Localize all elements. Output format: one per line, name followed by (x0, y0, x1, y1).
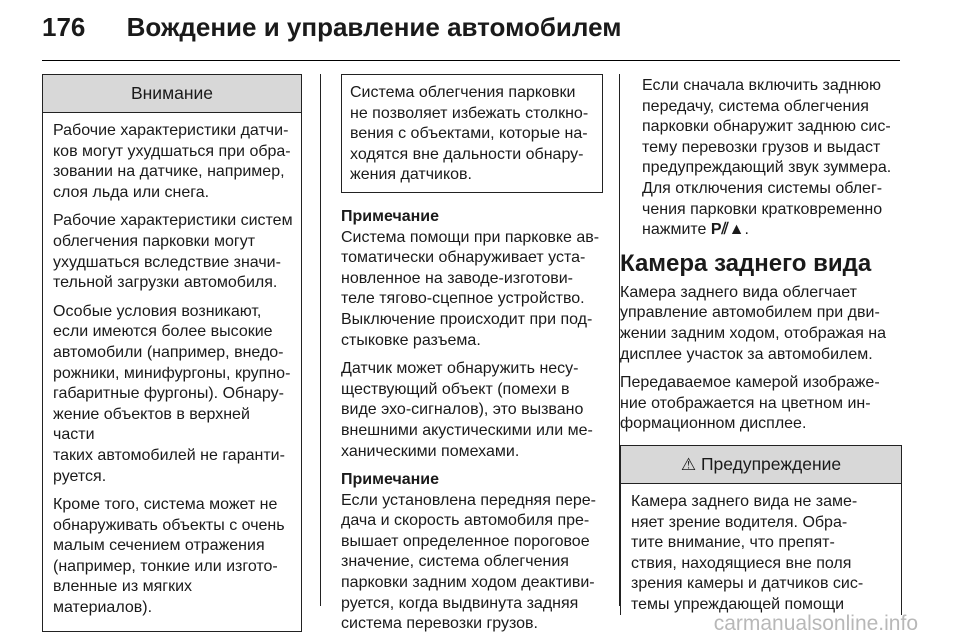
text-line: Система помощи при парковке ав- (341, 228, 600, 246)
text-line: стыковке разъема. (341, 331, 481, 349)
caution-paragraph (53, 302, 293, 487)
text-line: ходятся вне дальности обнару- (350, 145, 584, 163)
caution-box (42, 74, 302, 632)
info-box (341, 74, 603, 193)
text-line: (например, тонкие или изгото- (53, 557, 278, 575)
text-line: рожники, минифургоны, крупно- (53, 364, 291, 382)
text-line: ние отображается на цветном ин- (620, 394, 871, 412)
text-line: Рабочие характеристики датчи- (53, 122, 289, 139)
watermark: carmanualsonline.info (713, 612, 918, 635)
paragraph-camera (620, 283, 902, 365)
text-line: ханическими помехами. (341, 442, 520, 460)
paragraph-display (620, 373, 902, 435)
text-line: система перевозки грузов. (341, 615, 538, 633)
text-line: вения с объектами, которые на- (350, 125, 588, 143)
page-header (42, 12, 621, 43)
text-line: формационном дисплее. (620, 415, 807, 433)
text-line: обнаруживать объекты с очень (53, 516, 285, 534)
caution-paragraph (53, 211, 293, 293)
text-line: не позволяет избежать столкно- (350, 104, 589, 122)
text-line: Особые условия возникают, (53, 302, 262, 320)
text-line: если имеются более высокие (53, 323, 273, 341)
text-line: значение, система облегчения (341, 553, 569, 571)
text-line: вышает определенное пороговое (341, 532, 590, 550)
text-line: Кроме того, система может не (53, 496, 278, 514)
text-line: зрения камеры и датчиков сис- (631, 575, 864, 593)
text-line: автомобили (например, внедо- (53, 343, 284, 361)
text-line: жения датчиков. (350, 166, 472, 184)
note-title: Примечание (341, 207, 440, 225)
column-3 (620, 76, 902, 615)
text-line: внешними акустическими или ме- (341, 421, 593, 439)
warning-title: Предупреждение (700, 453, 842, 474)
text-line: виде эхо-сигналов), это вызвано (341, 401, 584, 419)
text-line: новленное на заводе-изготови- (341, 269, 573, 287)
text-line: чения парковки кратковременно (642, 200, 883, 218)
caution-paragraph (53, 495, 293, 619)
text-line: парковки задним ходом деактиви- (341, 574, 595, 592)
note-text-2 (341, 491, 603, 635)
paragraph (341, 359, 603, 462)
caution-paragraph (53, 121, 293, 203)
paragraph-rear-gear (642, 76, 902, 241)
text-line: томатически обнаруживает уста- (341, 249, 586, 267)
text-line: тельной загрузки автомобиля. (53, 274, 278, 292)
text-line: облегчения парковки могут (53, 232, 256, 250)
text-line: Рабочие характеристики систем (53, 212, 293, 230)
text-line: дисплее участок за автомобилем. (620, 345, 873, 363)
text-line: нажмите P⫽▲. (642, 221, 749, 239)
text-line: Если сначала включить заднюю (642, 77, 881, 94)
parking-assist-button-icon: P⫽▲ (710, 221, 745, 239)
text-line: ухудшаться вследствие значи- (53, 253, 281, 271)
text-line: тите внимание, что препят- (631, 534, 835, 552)
text-line: слоя льда или снега. (53, 183, 210, 201)
header-rule (42, 60, 900, 61)
column-2 (341, 74, 603, 643)
note-title-2: Примечание (341, 471, 440, 489)
text-line: ществующий объект (помехи в (341, 380, 570, 398)
warning-icon: ⚠ (680, 454, 697, 474)
text-line: Если установлена передняя пере- (341, 491, 596, 509)
column-divider-1 (320, 74, 321, 606)
text-line: теле тягово-сцепное устройство. (341, 290, 585, 308)
text-line: тему перевозки грузов и выдаст (642, 138, 881, 156)
text-line: ствия, находящиеся вне поля (631, 554, 852, 572)
text-line: руется. (53, 467, 107, 485)
text-line: передачу, система облегчения (642, 97, 869, 115)
section-title: Камера заднего вида (620, 249, 872, 277)
text-line: дача и скорость автомобиля пре- (341, 512, 590, 530)
text-line: вленные из мягких материалов). (53, 578, 193, 617)
text-line: Датчик может обнаружить несу- (341, 360, 579, 378)
text-line: Камера заднего вида облегчает (620, 283, 857, 301)
warning-box (620, 445, 902, 616)
column-divider-2 (619, 74, 620, 606)
text-line: Система облегчения парковки (350, 84, 576, 101)
text-line: Выключение происходит при под- (341, 310, 593, 328)
text-line: темы упреждающей помощи (631, 595, 845, 613)
text-line: габаритные фургоны). Обнару- (53, 385, 284, 403)
warning-header (621, 446, 901, 484)
text-line: руется, когда выдвинута задняя (341, 594, 579, 612)
text-line: Для отключения системы облег- (642, 179, 883, 197)
text-line: малым сечением отражения (53, 537, 265, 555)
page-title: Вождение и управление автомобилем (126, 12, 622, 42)
page-number: 176 (42, 12, 86, 42)
text-line: ков могут ухудшаться при обра- (53, 142, 291, 160)
text-line: Передаваемое камерой изображе- (620, 374, 880, 392)
warning-body (621, 484, 901, 616)
text-line: Камера заднего вида не заме- (631, 492, 858, 510)
text-line: жение объектов в верхней части (53, 405, 250, 444)
text-line: управление автомобилем при дви- (620, 304, 880, 322)
text-line: предупреждающий звук зуммера. (642, 159, 892, 177)
caution-title: Внимание (43, 75, 301, 113)
text-line: няет зрение водителя. Обра- (631, 513, 848, 531)
text-line: зовании на датчике, например, (53, 163, 285, 181)
text-line: таких автомобилей не гаранти- (53, 446, 285, 464)
press-text: нажмите (642, 221, 707, 239)
caution-body (43, 113, 301, 631)
text-line: парковки обнаружит заднюю сис- (642, 118, 891, 136)
note-text (341, 228, 603, 352)
text-line: жении задним ходом, отображая на (620, 324, 887, 342)
